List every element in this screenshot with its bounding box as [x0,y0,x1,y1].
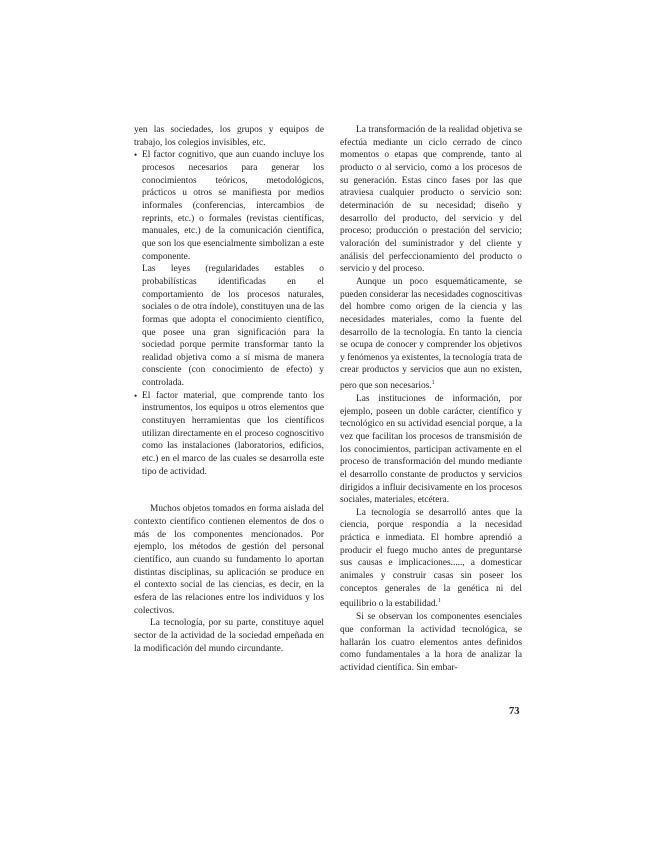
paragraph: La transformación de la realidad objetiva se efectúa mediante un ciclo cerrado de cinco momentos o etapas que comprende, tanto al producto o al servicio, como a los procesos de su generación. Estas cinco fases por las que atraviesa cualquier producto o servicio son: determinación de su necesidad; diseño y desarrollo del producto, del servicio y del proceso; producción o prestación del servicio; valoración del suministrador y del cliente y análisis del perfeccionamiento del producto o servicio y del proceso. [340,125,522,275]
paragraph: Si se observan los componentes esenciales que conforman la actividad tecnológica, se hallarán los cuatro elementos antes definidos como fundamentales a la hora de analizar la actividad científica. Sin embar- [340,612,522,673]
footnote-ref: 1 [431,380,435,387]
bullet-item-material [134,390,324,479]
paragraph [340,507,522,611]
bullet-marker: • [134,390,138,401]
paragraph: La tecnología, por su parte, constituye aquel sector de la actividad de la sociedad empeñada en la modificación del mundo circundante. [134,618,324,654]
right-column [340,124,522,674]
paragraph-text: Aunque un poco esquemáticamente, se pueden considerar las necesidades cognoscitivas del hombre como origen de la ciencia y las necesidades materiales, como la fuente del desarrollo de la tecnología. En tanto la ciencia se ocupa de conocer y comprender los objetivos y fenómenos ya existentes, la tecnología trata de crear productos y servicios que aun no existen, pero que son necesarios. [340,276,522,392]
paragraph-text: La tecnología se desarrolló antes que la ciencia, porque respondía a la necesidad práctica e inmediata. El hombre aprendió a producir el fuego mucho antes de preguntarse sus causas e implicaciones....., a domesticar animales y construir casas sin poseer los conceptos generales de la genética ni del equilibrio o la estabilidad. [340,507,522,610]
paragraph: Muchos objetos tomados en forma aislada del contexto científico contienen elementos de dos o más de los componentes mencionados. Por ejemplo, los métodos de gestión del personal científico, aun cuando su fundamento lo aportan distintas disciplinas, su aplicación se produce en el contexto social de las ciencias, es decir, en la esfera de las relaciones entre los individuos y los colectivos. [134,504,324,616]
page-number: 73 [509,706,520,717]
bullet-item-cognitive [134,149,324,263]
footnote-ref: 1 [437,598,441,605]
paragraph-laws: Las leyes (regularidades estables o probabilísticas identificadas en el comportamiento de los procesos naturales, sociales o de otra índole), constituyen una de las formas que adopta el conocimiento científico, que posee una gran significación para la sociedad porque permite transformar tanto la realidad objetiva como a sí misma de manera consciente (con conocimiento de efecto) y controlada. [142,264,324,389]
bullet-text: El factor material, que comprende tanto los instrumentos, los equipos u otros elementos que constituyen herramientas que los científicos utilizan directamente en el proceso cognoscitivo como las instalaciones (laboratorios, edificios, etc.) en el marco de las cuales se desarrolla este tipo de actividad. [142,390,324,477]
paragraph [340,276,522,393]
bullet-text: El factor cognitivo, que aun cuando incluye los procesos necesarios para generar los conocimientos teóricos, metodológicos, prácticos u otros se manifiesta por medios informales (conferencias, intercambios de reprints, etc.) o formales (revistas científicas, manuales, etc.) de la comunicación científica, que son los que esencialmente simbolizan a este componente. [142,150,324,262]
paragraph: Las instituciones de información, por ejemplo, poseen un doble carácter, científico y tecnológico en su actividad esencial porque, a la vez que facilitan los procesos de transmisión de los conocimientos, participan activamente en el proceso de transformación del mundo mediante el desarrollo constante de productos y servicios dirigidos a influir decisivamente en los procesos sociales, materiales, etcétera. [340,393,522,506]
left-column [134,124,324,655]
paragraph: yen las sociedades, los grupos y equipos de trabajo, los colegios invisibles, etc. [134,125,324,148]
bullet-marker: • [134,150,138,161]
